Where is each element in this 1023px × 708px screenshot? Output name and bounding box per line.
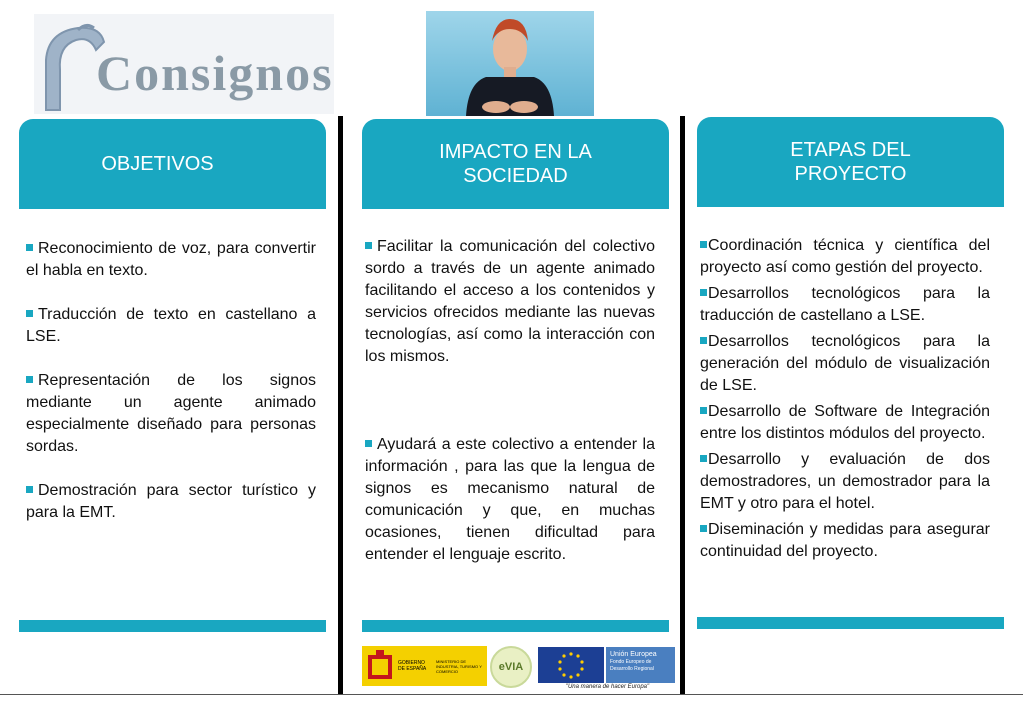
list-item: Coordinación técnica y científica del proyecto así como gestión del proyecto. (700, 237, 990, 276)
impacto-list (365, 236, 655, 566)
gobierno-text: GOBIERNO DE ESPAÑA (398, 660, 427, 672)
evia-logo: eVIA (490, 646, 532, 688)
etapas-title-line2: PROYECTO (794, 163, 907, 185)
bullet-icon (26, 486, 33, 493)
list-item: Desarrollo y evaluación de dos demostradores, un demostrador para la EMT y otro para el hotel. (700, 451, 990, 512)
eu-title: Unión Europea (610, 651, 657, 658)
eu-flag (538, 647, 604, 683)
consignos-logo (34, 14, 334, 114)
bullet-icon (700, 455, 707, 462)
column-divider-right (680, 116, 685, 694)
impacto-header (362, 119, 669, 209)
bullet-icon (26, 310, 33, 317)
list-item: Representación de los signos mediante un agente animado especialmente diseñado para personas sordas. (26, 372, 316, 455)
list-item: Desarrollos tecnológicos para la traducción de castellano a LSE. (700, 285, 990, 324)
list-item: Reconocimiento de voz, para convertir el habla en texto. (26, 240, 316, 279)
gobierno-ministerio-logo (362, 646, 487, 686)
eu-fund-label (606, 647, 675, 683)
bullet-icon (365, 440, 372, 447)
list-item: Demostración para sector turístico y para la EMT. (26, 482, 316, 521)
objetivos-footer-bar (19, 620, 326, 632)
column-divider-left (338, 116, 343, 694)
objetivos-header (19, 119, 326, 209)
etapas-header (697, 117, 1004, 207)
bullet-icon (700, 407, 707, 414)
bullet-icon (26, 244, 33, 251)
bullet-icon (26, 376, 33, 383)
eu-fund-text: Fondo Europeo de Desarrollo Regional (610, 659, 654, 672)
list-item: Traducción de texto en castellano a LSE. (26, 306, 316, 345)
etapas-footer-bar (697, 617, 1004, 629)
bullet-icon (700, 289, 707, 296)
bullet-icon (700, 337, 707, 344)
objetivos-title: OBJETIVOS (101, 153, 214, 175)
list-item: Diseminación y medidas para asegurar continuidad del proyecto. (700, 521, 990, 560)
logo-text: Consignos (96, 45, 334, 101)
signing-avatar-image (426, 11, 594, 116)
list-item: Ayudará a este colectivo a entender la información , para las que la lengua de signos es mecanismo natural de comunicación y que, en muchas ocasiones, tienen dificultad para entender el lenguaje escrito. (365, 436, 655, 563)
impacto-title-line2: SOCIEDAD (463, 165, 568, 187)
list-item: Facilitar la comunicación del colectivo sordo a través de un agente animado facilitando el acceso a los contenidos y servicios ofrecidos mediante las nuevas tecnologías, así como la interacción con los mismos. (365, 238, 655, 365)
bullet-icon (365, 242, 372, 249)
bullet-icon (700, 525, 707, 532)
list-item: Desarrollo de Software de Integración entre los distintos módulos del proyecto. (700, 403, 990, 442)
etapas-list (700, 235, 990, 563)
ministerio-text: MINISTERIO DE INDUSTRIA, TURISMO Y COMERCIO (436, 658, 482, 674)
bullet-icon (700, 241, 707, 248)
impacto-title-line1: IMPACTO EN LA (439, 141, 592, 163)
etapas-title-line1: ETAPAS DEL (790, 139, 911, 161)
spain-shield-icon (366, 649, 394, 683)
eu-stars-icon (538, 647, 604, 683)
impacto-footer-bar (362, 620, 669, 632)
objetivos-list (26, 238, 316, 524)
eu-motto: "Una manera de hacer Europa" (565, 684, 650, 690)
list-item: Desarrollos tecnológicos para la generación del módulo de visualización de LSE. (700, 333, 990, 394)
bottom-rule (0, 694, 1023, 695)
